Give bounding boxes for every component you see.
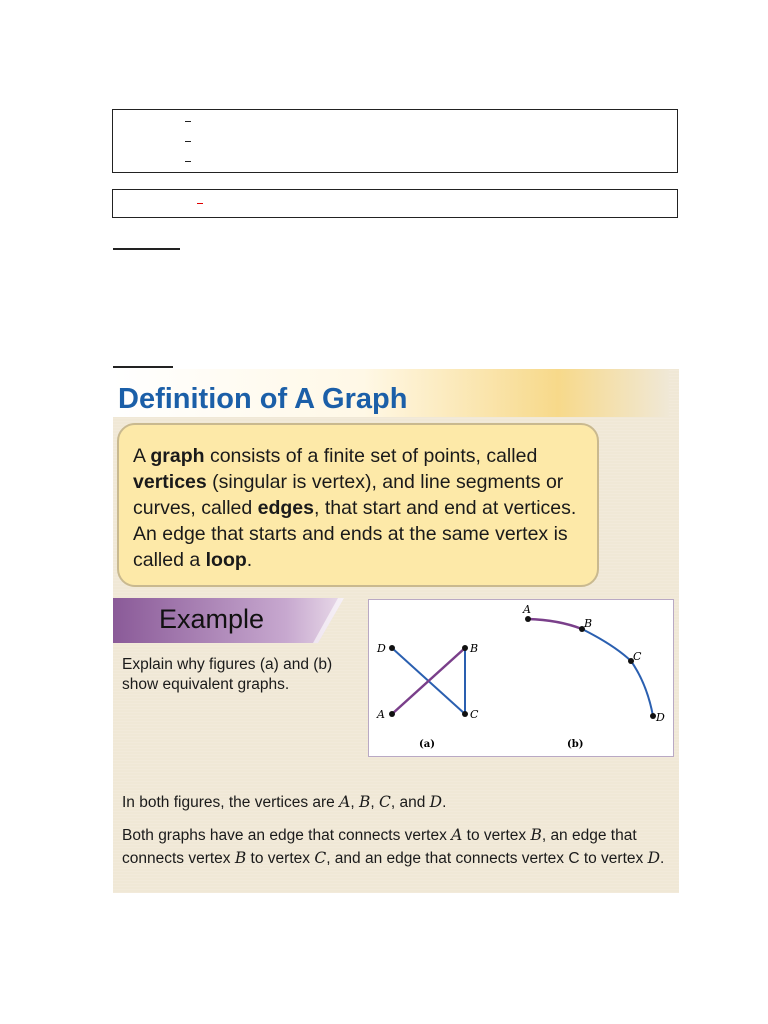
label-a-b: B [470,642,479,655]
underline-mark [113,248,180,250]
edge-b-ab [528,619,582,629]
label-b-a: A [523,603,531,616]
label-b-b: B [584,617,593,630]
term-loop: loop [205,549,247,571]
label-a-d: D [377,642,386,655]
edge-b-bc [582,629,631,661]
figure-a [376,642,479,750]
outline-box-top [112,109,678,173]
dash-mark [185,161,191,162]
graph-figure [368,599,674,757]
label-a-a: A [377,708,385,721]
slide-image [113,369,679,893]
definition-text: A graph consists of a finite set of points, called vertices (singular is vertex), and line segments or curves, called edges, that start and end at vertices. An edge that starts and ends at the same vertex is called a loop. [133,445,577,571]
vertex-b-a [525,616,531,622]
underline-mark [113,366,173,368]
vertex-a-b [462,645,468,651]
example-question: Explain why figures (a) and (b) show equivalent graphs. [122,656,333,693]
caption-a: (a) [419,739,435,750]
vertex-a-a [389,711,395,717]
figure-b [522,603,665,750]
answer-vertices: In both figures, the vertices are A, B, C, and D. [122,793,447,811]
term-vertices: vertices [133,471,207,493]
vertex-a-d [389,645,395,651]
answer-edges: Both graphs have an edge that connects vertex A to vertex B, an edge that connects vertex B to vertex C, and an edge that connects vertex C to vertex D. [122,826,665,867]
label-b-c: C [633,650,642,663]
label-b-d: D [656,711,665,724]
edge-b-cd [631,661,653,716]
vertex-a-c [462,711,468,717]
red-dash-mark [197,203,203,204]
example-label: Example [159,604,265,634]
label-a-c: C [470,708,479,721]
dash-mark [185,121,191,122]
dash-mark [185,141,191,142]
definition-box [117,423,599,587]
term-edges: edges [257,497,314,519]
outline-box-second [112,189,678,218]
caption-b: (b) [567,739,584,750]
slide-title: Definition of A Graph [118,383,408,415]
term-graph: graph [150,445,205,467]
